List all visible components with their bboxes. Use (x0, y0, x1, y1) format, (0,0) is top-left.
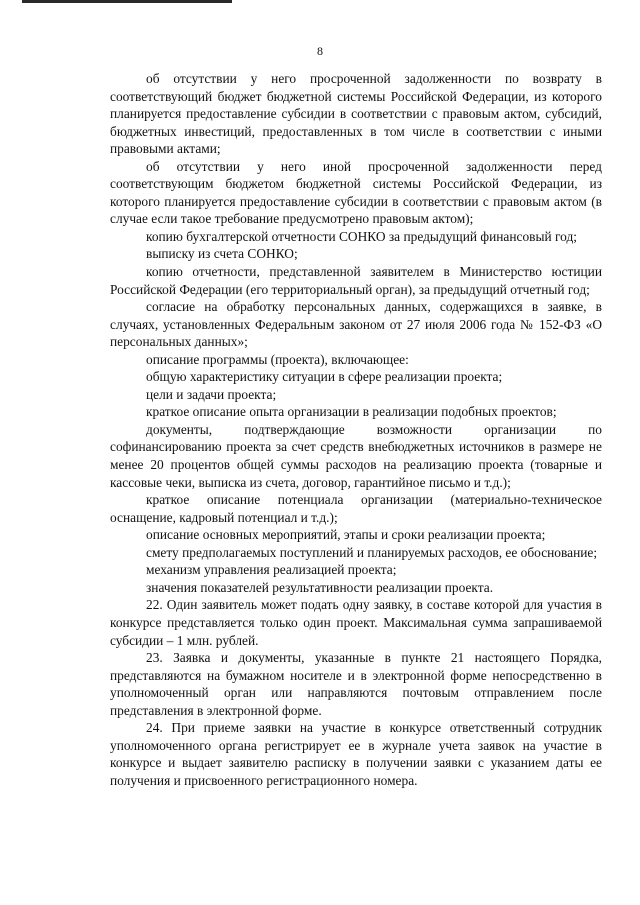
paragraph: документы, подтверждающие возможности организации по софинансированию проекта за счет средств внебюджетных источников в размере не менее 20 процентов общей суммы расходов на реализацию проекта (товарные и кассовые чеки, выписка из счета, договор, гарантийное письмо и т.д.); (110, 421, 602, 490)
paragraph: значения показателей результативности реализации проекта. (146, 579, 494, 595)
paragraph: механизм управления реализацией проекта; (146, 562, 397, 578)
paragraph: выписку из счета СОНКО; (146, 246, 298, 262)
paragraph: краткое описание потенциала организации (материально-техническое оснащение, кадровый потенциал и т.д.); (110, 492, 602, 525)
page-number: 8 (317, 44, 323, 58)
paragraph: согласие на обработку персональных данных, содержащихся в заявке, в случаях, установленных Федеральным законом от 27 июля 2006 года № 152-ФЗ «О персональных данных»; (110, 299, 602, 350)
paragraph: смету предполагаемых поступлений и планируемых расходов, ее обоснование; (146, 544, 598, 560)
paragraph: копию отчетности, представленной заявителем в Министерство юстиции Российской Федерации (его территориальный орган), за предыдущий отчетный год; (110, 264, 602, 297)
paragraph: копию бухгалтерской отчетности СОНКО за предыдущий финансовый год; (146, 228, 578, 244)
paragraph: цели и задачи проекта; (146, 386, 277, 402)
paragraph: 22. Один заявитель может подать одну заявку, в составе которой для участия в конкурсе представляется только один проект. Максимальная сумма запрашиваемой субсидии – 1 млн. рублей. (110, 597, 602, 648)
paragraph: общую характеристику ситуации в сфере реализации проекта; (146, 369, 503, 385)
paragraph: описание основных мероприятий, этапы и сроки реализации проекта; (146, 527, 546, 543)
scan-edge-line (22, 0, 232, 3)
document-body (110, 70, 602, 789)
paragraph: описание программы (проекта), включающее: (146, 351, 409, 367)
paragraph: об отсутствии у него просроченной задолженности по возврату в соответствующий бюджет бюджетной системы Российской Федерации, из которого планируется предоставление субсидии в соответствии с правовым актом, субсидий, бюджетных инвестиций, предоставленных в том числе в соответствии с иными правовыми актами; (110, 71, 602, 157)
paragraph: об отсутствии у него иной просроченной задолженности перед соответствующим бюджетом бюджетной системы Российской Федерации, из которого планируется предоставление субсидии в соответствии с правовым актом (в случае если такое требование предусмотрено правовым актом); (110, 158, 602, 227)
paragraph: 23. Заявка и документы, указанные в пункте 21 настоящего Порядка, представляются на бумажном носителе и в электронной форме непосредственно в уполномоченный орган или направляются почтовым отправлением после представления в электронной форме. (110, 650, 602, 718)
paragraph: краткое описание опыта организации в реализации подобных проектов; (146, 404, 557, 420)
paragraph: 24. При приеме заявки на участие в конкурсе ответственный сотрудник уполномоченного органа регистрирует ее в журнале учета заявок на участие в конкурсе и выдает заявителю расписку в получении заявки с указанием даты ее получения и присвоенного регистрационного номера. (110, 720, 602, 788)
